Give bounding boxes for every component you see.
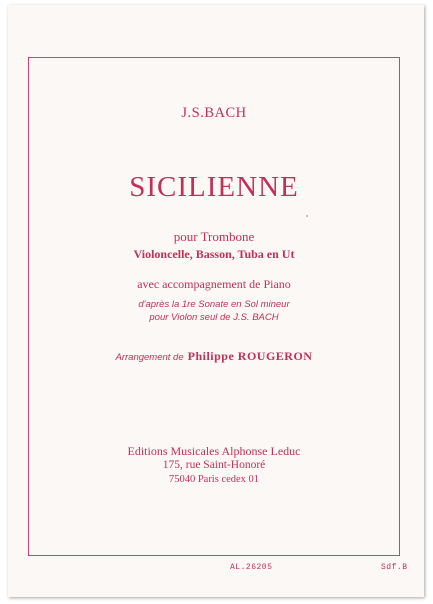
score-cover-page (8, 5, 424, 597)
publisher-address: 175, rue Saint-Honoré (162, 459, 266, 471)
cover-frame-border (28, 57, 400, 556)
piece-title: SICILIENNE (129, 171, 299, 203)
paper-speck (306, 215, 308, 217)
source-line-sonata: d'après la 1re Sonate en Sol mineur (138, 299, 290, 310)
arranger-name: Philippe ROUGERON (187, 349, 313, 363)
price-code: Sdf.B (381, 563, 408, 572)
instrument-line-primary: pour Trombone (173, 229, 255, 244)
instrument-line-alternates: Violoncelle, Basson, Tuba en Ut (133, 247, 295, 261)
publisher-name: Editions Musicales Alphonse Leduc (127, 444, 301, 458)
accompaniment-line: avec accompagnement de Piano (137, 277, 291, 291)
arrangement-credit (29, 347, 399, 365)
publisher-city: 75040 Paris cedex 01 (168, 474, 260, 485)
source-line-violin: pour Violon seul de J.S. BACH (149, 312, 279, 323)
composer-name: J.S.BACH (181, 105, 247, 121)
catalog-number: AL.26205 (230, 563, 273, 572)
arrangement-label: Arrangement de (115, 352, 184, 363)
